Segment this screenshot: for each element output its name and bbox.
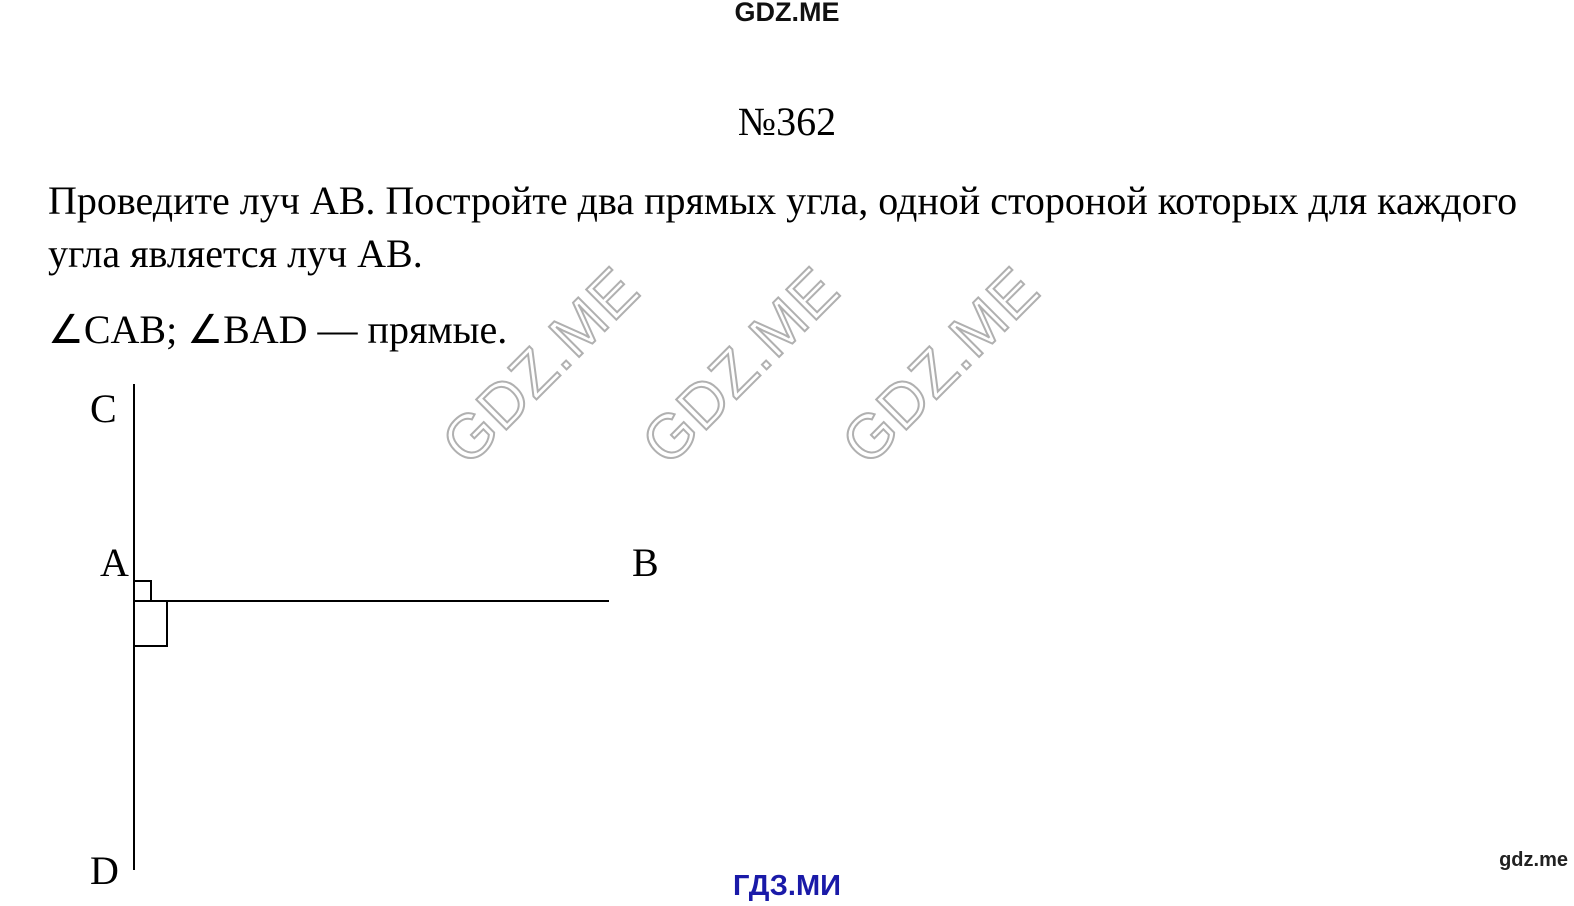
site-footer[interactable]: ГДЗ.МИ bbox=[733, 870, 841, 902]
task-number: №362 bbox=[737, 99, 837, 144]
right-angle-mark-bad bbox=[134, 601, 167, 646]
task-answer: ∠CAB; ∠BAD — прямые. bbox=[48, 307, 508, 352]
watermark-2: GDZ.ME bbox=[629, 254, 853, 478]
point-label-b: B bbox=[632, 540, 659, 585]
right-angle-mark-cab bbox=[134, 581, 151, 601]
task-statement: Проведите луч АВ. Постройте два прямых угла, одной стороной которых для каждого угла является луч АВ. bbox=[48, 178, 1518, 276]
point-label-a: A bbox=[100, 540, 129, 585]
site-header: GDZ.ME bbox=[734, 0, 840, 27]
point-label-d: D bbox=[90, 848, 119, 893]
watermark-3: GDZ.ME bbox=[829, 254, 1053, 478]
corner-site-mark: gdz.me bbox=[1499, 849, 1568, 871]
watermark-1: GDZ.ME bbox=[429, 254, 653, 478]
point-label-c: C bbox=[90, 386, 117, 431]
